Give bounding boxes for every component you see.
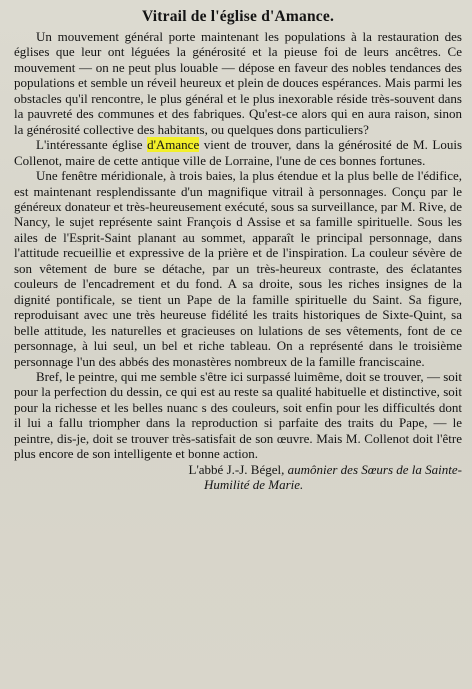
paragraph-4: Bref, le peintre, qui me semble s'être ici surpassé luimême, doit se trouver, — soit pour la perfection du dessin, ce qui est au reste sa qualité habituelle et distinctive, soit pour la richesse et les belles nuanc s des couleurs, soit enfin pour les difficultés dont il lui a fallu triompher dans la reproduction si parfaite des traits du Pape, — le peintre, dis-je, doit se trouver très-satisfait de son œuvre. Mais M. Collenot doit l'être plus encore de son intelligente et bonne action. — [14, 368, 462, 462]
signature-name: L'abbé J.-J. Bégel, — [188, 461, 288, 477]
paragraph-1: Un mouvement général porte maintenant les populations à la restauration des églises que leur ont léguées la générosité et la pieuse foi de leurs ancêtres. Ce mouvement — on ne peut plus louable — dépose en faveur des nobles tendances des populations et semble un réveil heureux et plein de douces espérances. Mais parmi les obstacles qu'il rencontre, le plus général et le plus inexorable réside très-souvent dans la pauvreté des communes et des fabriques. Qu'est-ce alors qui en aura raison, sinon la générosité collective des habitants, ou quelques dons particuliers? — [14, 29, 462, 137]
paragraph-2 — [14, 137, 462, 168]
paragraph-2-start: L'intéressante église — [36, 137, 148, 153]
article-title: Vitrail de l'église d'Amance. — [141, 8, 335, 25]
search-highlight: d'Amance — [147, 137, 200, 153]
signature-line — [14, 462, 462, 477]
signature-role: aumônier des Sœurs de la Sainte- — [287, 461, 462, 477]
paragraph-3: Une fenêtre méridionale, à trois baies, la plus étendue et la plus belle de l'édifice, est maintenant resplendissante d'un magnifique vitrail à personnages. Conçu par le généreux donateur et très-heureusement exécuté, sous sa surveillance, par M. Rive, de Nancy, le sujet représente saint François d Assise et sa famille spirituelle. Sous les ailes de l'Esprit-Saint planant au sommet, apparaît le principal personnage, dans l'attitude recueillie et expressive de la prière et de l'inspiration. La couleur sévère de son vêtement de bure se détache, par un très-heureux contraste, des éclatantes couleurs de l'encadrement et du fond. A sa droite, sous les riches insignes de la dignité pontificale, se tient un Pape de la famille spirituelle du Saint. Sa figure, reproduisant avec une très heureuse fidélité les traits historiques de Sixte-Quint, sa belle attitude, les naturelles et gracieuses on lulations de ses vêtements, font de ce personnage, à lui seul, un bel et riche tableau. On a représenté dans le troisième personnage l'un des abbés des monastères nombreux de la famille franciscaine. — [14, 168, 462, 369]
signature-role-continued: Humilité de Marie. — [204, 477, 304, 493]
paragraph-2-end: vient de trouver, dans la générosité de M. Louis Collenot, maire de cette antique ville de Lorraine, l'une de ces bonnes fortunes. — [14, 137, 462, 168]
